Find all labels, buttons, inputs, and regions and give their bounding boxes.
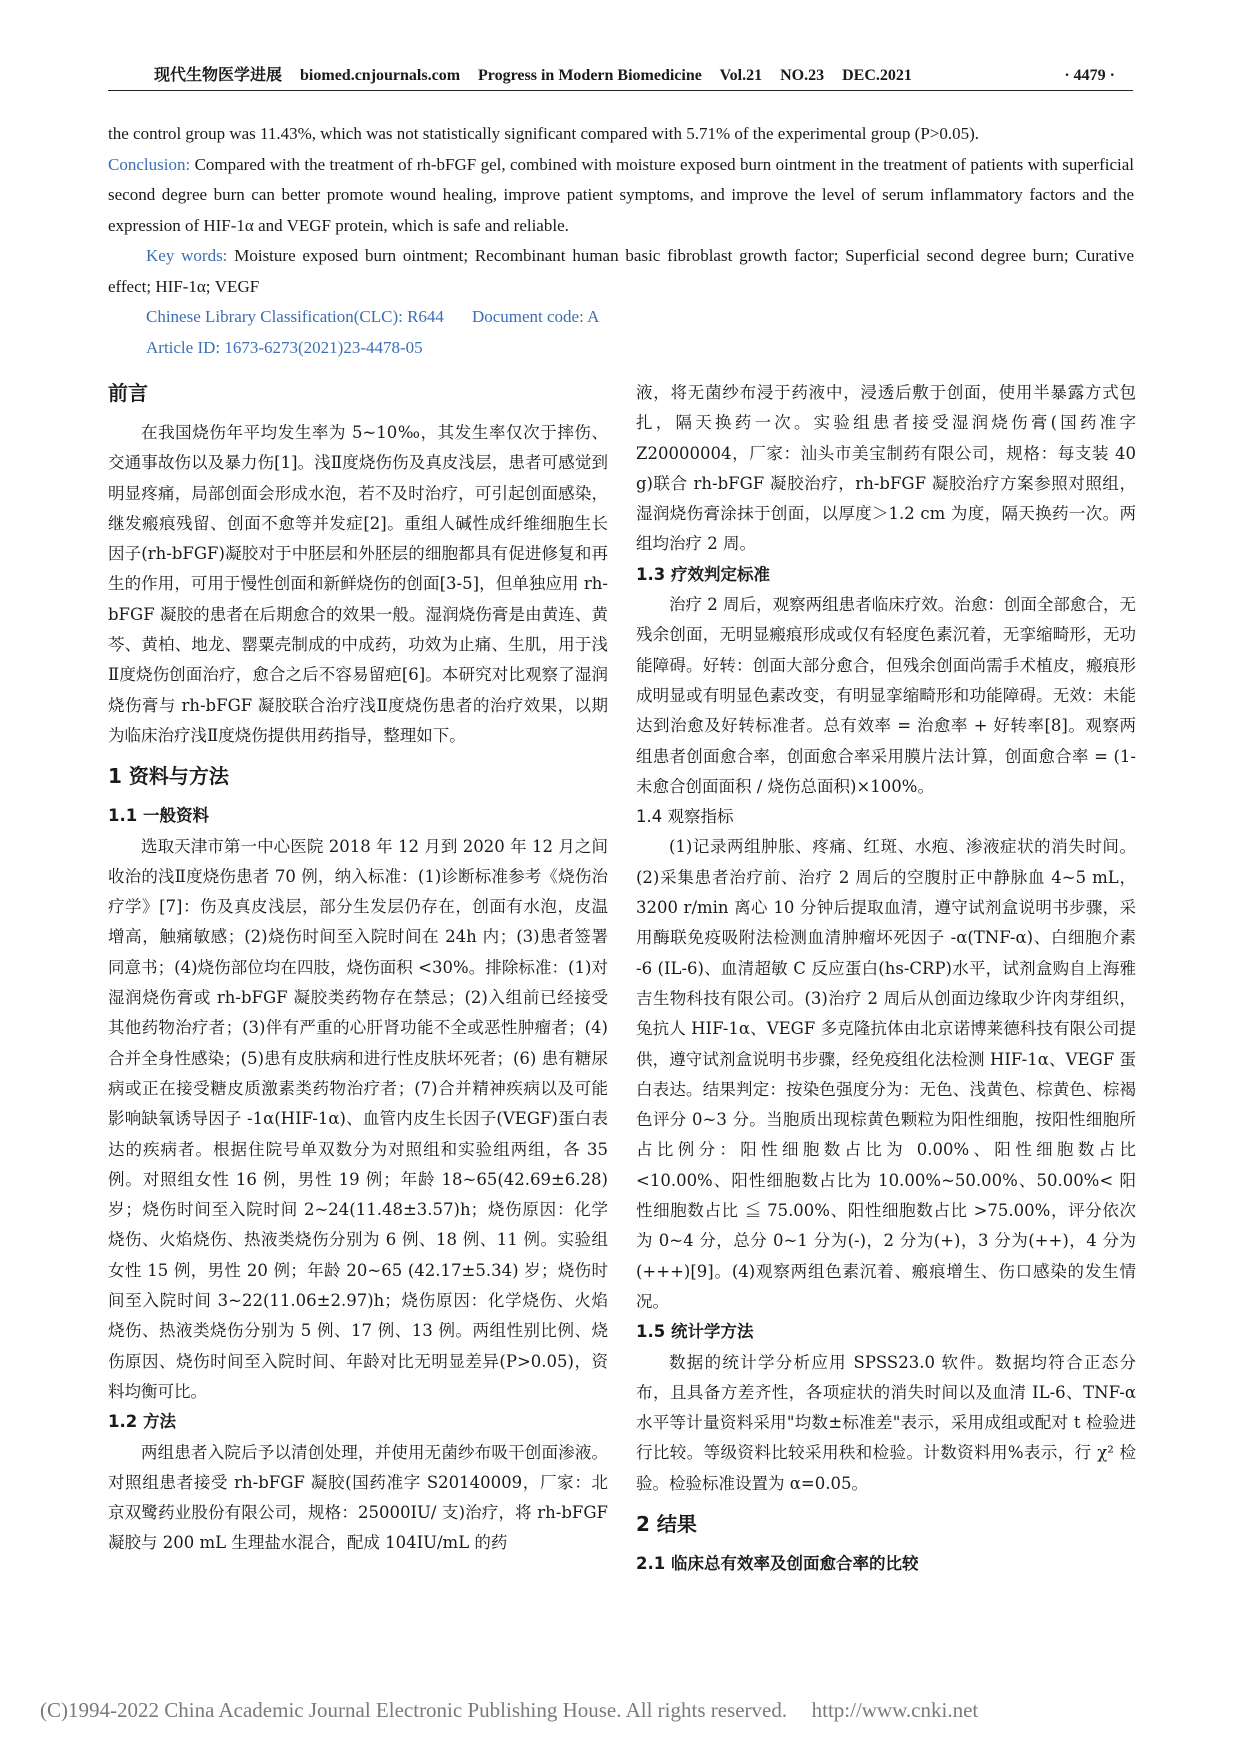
section-1-4-heading: 1.4 观察指标 [636,807,734,827]
right-column [636,378,1136,1579]
header-left [154,62,926,85]
footer-url[interactable]: http://www.cnki.net [811,1698,979,1722]
conclusion-text: Compared with the treatment of rh-bFGF gel, combined with moisture exposed burn ointment in the treatment of patients with superficial second degree burn can better promote wound healing, improve patient symptoms, and improve the level of serum inflammatory factors and the expression of HIF-1α and VEGF protein, which is safe and reliable. [108,154,1134,235]
article-id: Article ID: 1673-6273(2021)23-4478-05 [146,337,423,357]
keywords-label: Key words: [146,246,228,265]
abstract-continuation: the control group was 11.43%, which was not statistically significant compared with 5.71% of the experimental group (P>0.05). [108,124,980,143]
section-2-heading: 2 结果 [636,1511,697,1536]
conclusion-label: Conclusion: [108,154,191,174]
section-1-3-heading: 1.3 疗效判定标准 [636,564,770,584]
section-1-1-paragraph: 选取天津市第一中心医院 2018 年 12 月到 2020 年 12 月之间收治的浅Ⅱ度烧伤患者 70 例，纳入标准：(1)诊断标准参考《烧伤治疗学》[7]：伤及真皮浅层，部分生发层仍存在，创面有水泡，皮温增高，触痛敏感；(2)烧伤时间至入院时间在 24h 内；(3)患者签署同意书；(4)烧伤部位均在四肢，烧伤面积 <30%。排除标准：(1)对湿润烧伤膏或 rh-bFGF 凝胶类药物存在禁忌；(2)入组前已经接受其他药物治疗者；(3)伴有严重的心肝肾功能不全或恶性肿瘤者；(4)合并全身性感染；(5)患有皮肤病和进行性皮肤坏死者；(6) 患有糖尿病或正在接受糖皮质激素类药物治疗者；(7)合并精神疾病以及可能影响缺氧诱导因子 -1α(HIF-1α)、血管内皮生长因子(VEGF)蛋白表达的疾病者。根据住院号单双数分为对照组和实验组两组，各 35 例。对照组女性 16 例，男性 19 例；年龄 18~65(42.69±6.28)岁；烧伤时间至入院时间 2~24(11.48±3.57)h；烧伤原因：化学烧伤、火焰烧伤、热液类烧伤分别为 6 例、18 例、11 例。实验组女性 15 例，男性 20 例；年龄 20~65 (42.17±5.34) 岁；烧伤时间至入院时间 3~22(11.06±2.97)h；烧伤原因：化学烧伤、火焰烧伤、热液类烧伤分别为 5 例、17 例、13 例。两组性别比例、烧伤原因、烧伤时间至入院时间、年龄对比无明显差异(P>0.05)，资料均衡可比。 [108,836,608,1401]
copyright-footer [40,1698,1200,1723]
journal-chinese-title: 现代生物医学进展 [154,67,283,84]
abstract-block [108,119,1134,363]
running-header [108,58,1133,91]
document-code: Document code: A [471,307,600,326]
clc-code: Chinese Library Classification(CLC): R644 [146,307,444,326]
intro-heading: 前言 [108,381,148,405]
journal-english-title: Progress in Modern Biomedicine [478,67,702,84]
section-1-5-heading: 1.5 统计学方法 [636,1322,754,1342]
intro-paragraph: 在我国烧伤年平均发生率为 5~10‰，其发生率仅次于摔伤、交通事故伤以及暴力伤[1]。浅Ⅱ度烧伤伤及真皮浅层，患者可感觉到明显疼痛，局部创面会形成水泡，若不及时治疗，可引起创面感染，继发瘢痕残留、创面不愈等并发症[2]。重组人碱性成纤维细胞生长因子(rh-bFGF)凝胶对于中胚层和外胚层的细胞都具有促进修复和再生的作用，可用于慢性创面和新鲜烧伤的创面[3-5]，但单独应用 rh-bFGF 凝胶的患者在后期愈合的效果一般。湿润烧伤膏是由黄连、黄芩、黄柏、地龙、罂粟壳制成的中成药，功效为止痛、生肌，用于浅Ⅱ度烧伤创面治疗，愈合之后不容易留疤[6]。本研究对比观察了湿润烧伤膏与 rh-bFGF 凝胶联合治疗浅Ⅱ度烧伤患者的治疗效果，以期为临床治疗浅Ⅱ度烧伤提供用药指导，整理如下。 [108,423,608,745]
journal-date: DEC.2021 [842,67,912,84]
section-1-2-paragraph: 两组患者入院后予以清创处理，并使用无菌纱布吸干创面渗液。对照组患者接受 rh-bFGF 凝胶(国药准字 S20140009，厂家：北京双鹭药业股份有限公司，规格：25000IU/ 支)治疗，将 rh-bFGF 凝胶与 200 mL 生理盐水混合，配成 104IU/mL 的药 [108,1442,608,1553]
section-1-5-paragraph: 数据的统计学分析应用 SPSS23.0 软件。数据均符合正态分布，且具备方差齐性，各项症状的消失时间以及血清 IL-6、TNF-α 水平等计量资料采用"均数±标准差"表示，采用成组或配对 t 检验进行比较。等级资料比较采用秩和检验。计数资料用%表示，行 χ² 检验。检验标准设置为 α=0.05。 [636,1352,1136,1493]
section-1-heading: 1 资料与方法 [108,764,229,789]
classification-line [108,302,1134,333]
section-1-4-paragraph: (1)记录两组肿胀、疼痛、红斑、水疱、渗液症状的消失时间。(2)采集患者治疗前、治疗 2 周后的空腹肘正中静脉血 4~5 mL，3200 r/min 离心 10 分钟后提取血清，遵守试剂盒说明书步骤，采用酶联免疫吸附法检测血清肿瘤坏死因子 -α(TNF-α)、白细胞介素 -6 (IL-6)、血清超敏 C 反应蛋白(hs-CRP)水平，试剂盒购自上海雅吉生物科技有限公司。(3)治疗 2 周后从创面边缘取少许肉芽组织，兔抗人 HIF-1α、VEGF 多克隆抗体由北京诺博莱德科技有限公司提供，遵守试剂盒说明书步骤，经免疫组化法检测 HIF-1α、VEGF 蛋白表达。结果判定：按染色强度分为：无色、浅黄色、棕黄色、棕褐色评分 0~3 分。当胞质出现棕黄色颗粒为阳性细胞，按阳性细胞所占比例分：阳性细胞数占比为 0.00%、阳性细胞数占比 <10.00%、阳性细胞数占比为 10.00%~50.00%、50.00%< 阳性细胞数占比 ≦ 75.00%、阳性细胞数占比 >75.00%，评分依次为 0~4 分，总分 0~1 分为(-)，2 分为(+)，3 分为(++)，4 分为(+++)[9]。(4)观察两组色素沉着、瘢痕增生、伤口感染的发生情况。 [636,837,1136,1311]
left-column [108,378,608,1559]
section-2-1-heading: 2.1 临床总有效率及创面愈合率的比较 [636,1553,919,1573]
section-1-2-heading: 1.2 方法 [108,1412,176,1432]
keywords-text: Moisture exposed burn ointment; Recombinant human basic fibroblast growth factor; Superficial second degree burn; Curative effect; HIF-1α; VEGF [108,246,1135,296]
copyright-text: (C)1994-2022 China Academic Journal Electronic Publishing House. All rights reserved. [40,1698,788,1722]
abstract-keywords [108,241,1134,302]
journal-volume: Vol.21 [719,67,763,84]
methods-continuation-paragraph: 液，将无菌纱布浸于药液中，浸透后敷于创面，使用半暴露方式包扎，隔天换药一次。实验组患者接受湿润烧伤膏(国药准字 Z20000004，厂家：汕头市美宝制药有限公司，规格：每支装 40 g)联合 rh-bFGF 凝胶治疗，rh-bFGF 凝胶治疗方案参照对照组，湿润烧伤膏涂抹于创面，以厚度＞1.2 cm 为度，隔天换药一次。两组均治疗 2 周。 [636,383,1136,554]
section-1-3-paragraph: 治疗 2 周后，观察两组患者临床疗效。治愈：创面全部愈合，无残余创面，无明显瘢痕形成或仅有轻度色素沉着，无挛缩畸形，无功能障碍。好转：创面大部分愈合，但残余创面尚需手术植皮，瘢痕形成明显或有明显色素改变，有明显挛缩畸形和功能障碍。无效：未能达到治愈及好转标准者。总有效率 = 治愈率 + 好转率[8]。观察两组患者创面愈合率，创面愈合率采用膜片法计算，创面愈合率 = (1- 未愈合创面面积 / 烧伤总面积)×100%。 [636,595,1136,796]
journal-number: NO.23 [780,67,825,84]
journal-website: biomed.cnjournals.com [300,67,461,84]
abstract-conclusion [108,150,1134,242]
section-1-1-heading: 1.1 一般资料 [108,806,209,826]
page-number: · 4479 · [1064,67,1115,84]
